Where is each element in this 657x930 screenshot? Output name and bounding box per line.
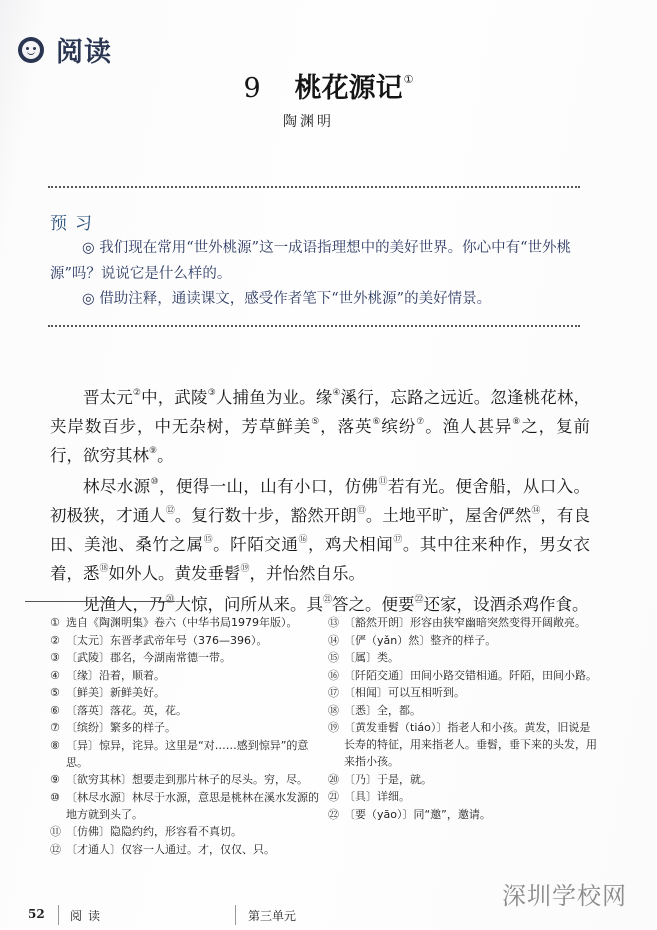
- footnote-item: [50, 823, 320, 840]
- text-segment: 溪行，忘路之远近。忽逢桃花林，夹岸数百步，中无杂树，芳草鲜美: [50, 388, 591, 436]
- footnote-index: ⑥: [50, 703, 60, 717]
- footnote-item: [50, 789, 320, 823]
- footnote-item: [50, 667, 320, 684]
- footnote-index: ⑱: [328, 703, 339, 717]
- text-segment: 。复行数十步，豁然开朗: [174, 506, 357, 525]
- footnote-index: ①: [50, 616, 60, 629]
- footnote-marker[interactable]: ⑪: [378, 477, 388, 487]
- text-segment: ，鸡犬相闻: [308, 535, 394, 554]
- footnote-marker[interactable]: ⑤: [311, 417, 321, 427]
- footnote-marker[interactable]: ⑮: [203, 535, 214, 545]
- footnote-marker[interactable]: ②: [132, 388, 142, 398]
- footnote-divider: [25, 601, 175, 602]
- footnote-text: 〔乃〕于是，就。: [344, 772, 432, 786]
- footnote-index: ⑳: [328, 772, 339, 786]
- footnote-index: ⑪: [50, 825, 61, 838]
- footnote-item: [328, 632, 598, 649]
- footnote-text: 〔落英〕落花。英，花。: [66, 703, 187, 717]
- footnote-marker[interactable]: ⑰: [393, 535, 403, 545]
- footnote-index: ㉑: [328, 790, 339, 803]
- text-segment: 若有光。便舍船，从口入。初极狭，才通人: [50, 477, 591, 525]
- page-number: 52: [28, 907, 45, 921]
- text-segment: 见渔人，乃: [83, 595, 166, 614]
- footnote-item: [328, 649, 598, 666]
- footnote-index: ④: [50, 668, 60, 682]
- footnote-marker[interactable]: ⑧: [512, 417, 522, 427]
- text-segment: ，落英: [320, 417, 373, 436]
- footnote-item: [50, 737, 320, 771]
- main-text: [50, 381, 590, 619]
- footer-unit: 第三单元: [248, 909, 297, 923]
- footnote-index: ⑰: [328, 686, 339, 699]
- footer-separator: [58, 905, 59, 925]
- footnote-item: [50, 702, 320, 719]
- footer-section: 阅读: [70, 909, 107, 923]
- footnote-index: ⑨: [50, 773, 60, 786]
- footnote-index: ⑩: [50, 790, 60, 804]
- text-segment: 。渔人甚异: [425, 417, 513, 436]
- footnote-text: 〔悉〕全，都。: [344, 703, 421, 717]
- preview-heading: 预习: [50, 214, 100, 234]
- footnote-item: [328, 788, 598, 805]
- preview-bottom-divider: [48, 325, 580, 327]
- text-segment: 晋太元: [83, 388, 133, 407]
- footnote-item: [328, 667, 598, 684]
- section-title: 阅读: [56, 37, 112, 68]
- text-segment: 。其中往来种作，男女衣着，悉: [50, 535, 590, 583]
- footnote-item: [328, 719, 598, 770]
- text-segment: 人捕鱼为业。缘: [215, 388, 333, 407]
- footnote-item: [328, 771, 598, 788]
- preview-top-divider: [48, 186, 580, 188]
- footnote-text: 〔黄发垂髫（tiáo）〕指老人和小孩。黄发，旧说是长寿的特征，用来指老人。垂髫，垂下来的头发，用来指小孩。: [344, 721, 597, 768]
- footnote-index: ⑲: [328, 721, 339, 734]
- footnote-item: [328, 806, 598, 823]
- footnote-index: ⑫: [50, 842, 61, 856]
- footnote-item: [328, 684, 598, 701]
- footnote-index: ⑬: [328, 616, 339, 629]
- preview-item: ◎ 我们现在常用“世外桃源”这一成语指理想中的美好世界。你心中有“世外桃源”吗？说说它是什么样的。: [50, 240, 571, 282]
- text-segment: 缤纷: [381, 417, 417, 436]
- footnote-text: 〔欲穷其林〕想要走到那片林子的尽头。穷，尽。: [66, 773, 308, 786]
- footnote-marker[interactable]: ⑬: [356, 506, 366, 516]
- footnote-marker[interactable]: ⑫: [165, 506, 175, 516]
- footnote-text: 〔俨（yǎn）然〕整齐的样子。: [344, 633, 497, 647]
- section-header: [18, 30, 112, 69]
- footnote-index: ⑧: [50, 738, 60, 752]
- footnote-text: 〔林尽水源〕林尽于水源，意思是桃林在溪水发源的地方就到头了。: [66, 790, 319, 821]
- text-segment: 中，武陵: [141, 388, 208, 407]
- footnote-text: 〔才通人〕仅容一人通过。才，仅仅、只。: [66, 842, 275, 856]
- footnote-item: [50, 771, 320, 788]
- footnote-index: ⑮: [328, 651, 339, 664]
- footnote-marker[interactable]: ③: [207, 388, 216, 398]
- footnote-item: [328, 614, 598, 631]
- footnote-item: [328, 702, 598, 719]
- text-segment: ，便得一山，山有小口，仿佛: [158, 477, 379, 496]
- footnote-text: 〔具〕详细。: [344, 790, 410, 803]
- footnote-index: ⑭: [328, 633, 339, 647]
- footnote-marker[interactable]: ⑯: [298, 535, 308, 545]
- text-segment: 还家，设酒杀鸡作食。: [423, 595, 589, 614]
- footnote-text: 〔异〕惊异，诧异。这里是“对……感到惊异”的意思。: [66, 738, 309, 769]
- footnotes-right-column: [328, 614, 598, 823]
- footnotes-left-column: [50, 614, 320, 858]
- footnote-item: [50, 841, 320, 858]
- text-segment: ，有良田、美池、桑竹之属: [50, 506, 590, 554]
- text-segment: 。土地平旷，屋舍俨然: [365, 506, 532, 525]
- text-segment: 。: [157, 446, 174, 465]
- footnote-index: ②: [50, 633, 60, 647]
- footnote-marker[interactable]: ⑨: [149, 446, 158, 456]
- footnote-text: 〔太元〕东晋孝武帝年号（376—396）。: [66, 633, 268, 647]
- text-segment: 大惊，问所从来。具: [174, 595, 324, 614]
- main-paragraph: [50, 470, 590, 586]
- footnote-index: ⑯: [328, 668, 339, 682]
- footnote-marker[interactable]: ⑥: [372, 417, 382, 427]
- footnote-marker[interactable]: ⑩: [150, 477, 159, 487]
- footnote-text: 〔属〕类。: [344, 651, 399, 664]
- footnote-item: [50, 614, 320, 631]
- footnote-text: 〔武陵〕郡名，今湖南常德一带。: [66, 651, 231, 664]
- text-segment: 林尽水源: [83, 477, 151, 496]
- footnote-marker[interactable]: ⑲: [240, 564, 250, 574]
- footnote-text: 〔缘〕沿着，顺着。: [66, 668, 165, 682]
- footnote-item: [50, 684, 320, 701]
- footnote-item: [50, 649, 320, 666]
- main-paragraph: [50, 588, 590, 617]
- footnote-marker[interactable]: ㉑: [323, 595, 333, 605]
- main-paragraph: [50, 381, 590, 468]
- footnote-marker[interactable]: ⑦: [416, 417, 426, 427]
- footnote-index: ⑦: [50, 721, 60, 734]
- smiley-face-icon: [18, 37, 44, 63]
- text-segment: 。阡陌交通: [213, 535, 299, 554]
- footnote-marker[interactable]: ⑱: [99, 564, 109, 574]
- footnote-text: 〔要（yāo）〕同“邀”，邀请。: [344, 807, 491, 821]
- preview-item: ◎ 借助注释，通读课文，感受作者笔下“世外桃源”的美好情景。: [82, 291, 492, 307]
- lesson-title: [0, 66, 657, 105]
- footnote-text: 〔阡陌交通〕田间小路交错相通。阡陌，田间小路。: [344, 668, 597, 682]
- footnote-marker[interactable]: ⑭: [531, 506, 541, 516]
- footnote-index: ⑤: [50, 686, 60, 699]
- footer-separator: [235, 905, 236, 925]
- text-segment: 答之。便要: [332, 595, 415, 614]
- text-segment: 如外人。黄发垂髫: [108, 564, 241, 583]
- author: 陶渊明: [283, 114, 334, 130]
- footnote-text: 〔豁然开朗〕形容由狭窄幽暗突然变得开阔敞亮。: [344, 616, 586, 629]
- watermark: 深圳学校网: [502, 882, 627, 910]
- footnote-item: [50, 719, 320, 736]
- title-footnote-marker: ①: [403, 73, 414, 86]
- footnote-text: 选自《陶渊明集》卷六（中华书局1979年版）。: [66, 616, 298, 629]
- lesson-number: 9: [243, 73, 261, 104]
- footnote-item: [50, 632, 320, 649]
- footnote-marker[interactable]: ㉒: [414, 595, 424, 605]
- footnote-text: 〔相闻〕可以互相听到。: [344, 686, 465, 699]
- footnote-text: 〔鲜美〕新鲜美好。: [66, 686, 165, 699]
- lesson-title-text: 桃花源记: [294, 73, 403, 104]
- footnote-text: 〔仿佛〕隐隐约约，形容看不真切。: [66, 825, 242, 838]
- text-segment: 之，复前行，欲穷其林: [50, 417, 591, 465]
- footnote-marker[interactable]: ④: [332, 388, 341, 398]
- footnote-text: 〔缤纷〕繁多的样子。: [66, 721, 176, 734]
- footnote-index: ㉒: [328, 807, 339, 821]
- footnote-marker[interactable]: ⑳: [165, 595, 175, 605]
- footnote-index: ③: [50, 651, 60, 664]
- text-segment: ，并怡然自乐。: [249, 564, 366, 583]
